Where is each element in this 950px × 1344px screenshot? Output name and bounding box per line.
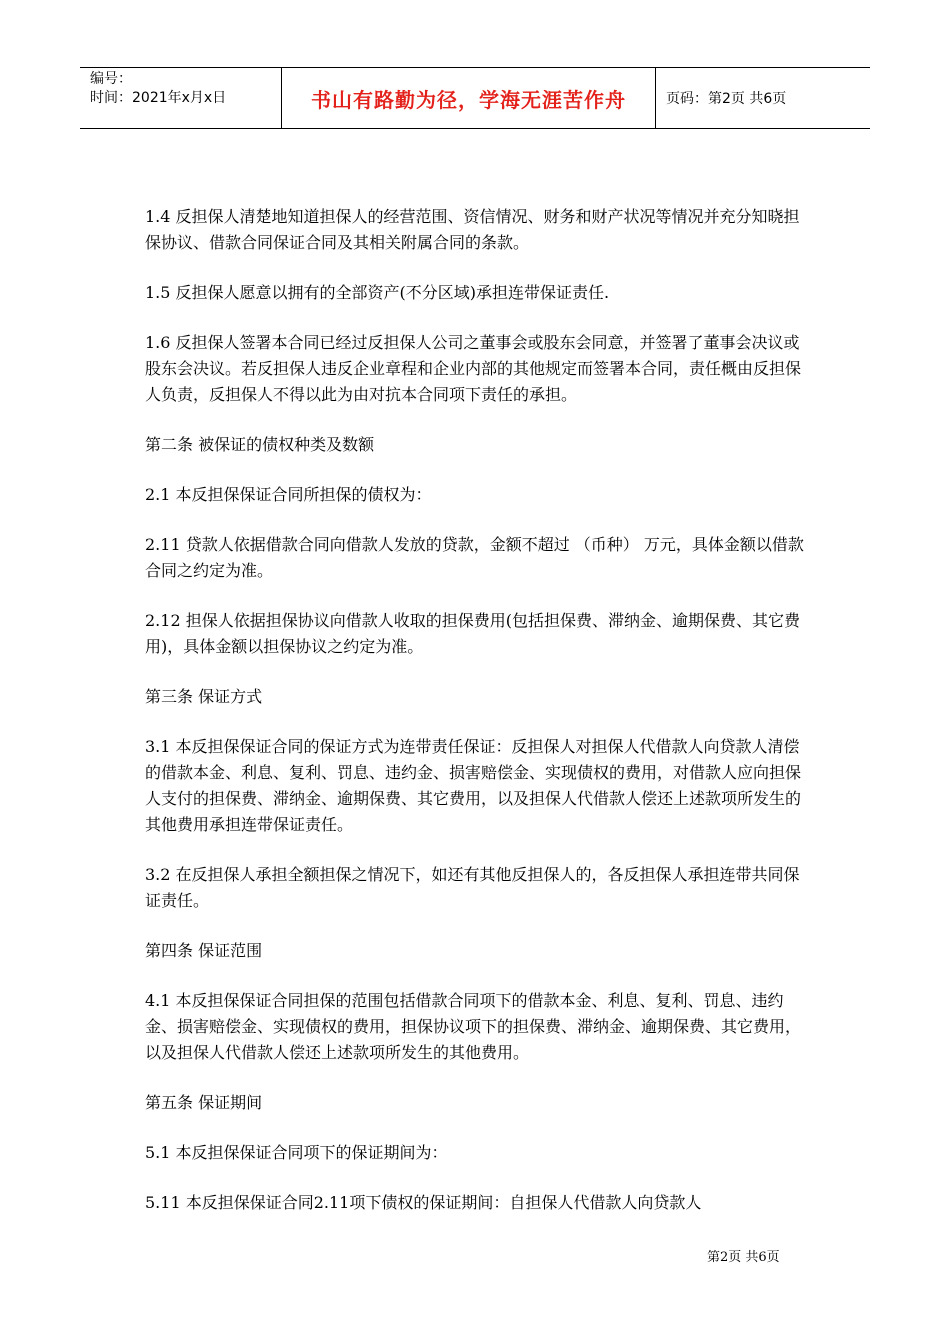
page-footer: 第2页 共6页	[707, 1250, 780, 1265]
document-number-label: 编号：	[90, 71, 132, 87]
article-3-heading: 第三条 保证方式	[145, 687, 263, 706]
clause-5-1: 5.1 本反担保保证合同项下的保证期间为：	[145, 1143, 448, 1162]
clause-1-5: 1.5 反担保人愿意以拥有的全部资产(不分区域)承担连带保证责任.	[145, 283, 610, 302]
article-4-heading: 第四条 保证范围	[145, 941, 263, 960]
clause-1-4: 1.4 反担保人清楚地知道担保人的经营范围、资信情况、财务和财产状况等情况并充分知晓担保协议、借款合同保证合同及其相关附属合同的条款。	[145, 207, 800, 252]
document-time: 时间：2021年x月x日	[90, 90, 227, 106]
clause-4-1: 4.1 本反担保保证合同担保的范围包括借款合同项下的借款本金、利息、复利、罚息、违约金、损害赔偿金、实现债权的费用，担保协议项下的担保费、滞纳金、逾期保费、其它费用，以及担保人代借款人偿还上述款项所发生的其他费用。	[145, 991, 802, 1062]
clause-1-6: 1.6 反担保人签署本合同已经过反担保人公司之董事会或股东会同意，并签署了董事会决议或股东会决议。若反担保人违反企业章程和企业内部的其他规定而签署本合同，责任概由反担保人负责，反担保人不得以此为由对抗本合同项下责任的承担。	[145, 333, 802, 404]
clause-3-1: 3.1 本反担保保证合同的保证方式为连带责任保证：反担保人对担保人代借款人向贷款人清偿的借款本金、利息、复利、罚息、违约金、损害赔偿金、实现债权的费用，对借款人应向担保人支付的担保费、滞纳金、逾期保费、其它费用，以及担保人代借款人偿还上述款项所发生的其他费用承担连带保证责任。	[145, 737, 802, 834]
article-5-heading: 第五条 保证期间	[145, 1093, 263, 1112]
document-body	[145, 204, 811, 1240]
header-motto: 书山有路勤为径，学海无涯苦作舟	[282, 68, 656, 128]
page-header	[80, 67, 870, 129]
clause-5-11: 5.11 本反担保保证合同2.11项下债权的保证期间：自担保人代借款人向贷款人	[145, 1193, 702, 1212]
article-2-heading: 第二条 被保证的债权种类及数额	[145, 435, 375, 454]
clause-3-2: 3.2 在反担保人承担全额担保之情况下，如还有其他反担保人的，各反担保人承担连带共同保证责任。	[145, 865, 800, 910]
clause-2-1: 2.1 本反担保保证合同所担保的债权为：	[145, 485, 432, 504]
header-page-code: 页码：第2页 共6页	[666, 91, 787, 107]
clause-2-12: 2.12 担保人依据担保协议向借款人收取的担保费用(包括担保费、滞纳金、逾期保费、其它费用)，具体金额以担保协议之约定为准。	[145, 611, 800, 656]
header-meta	[80, 68, 282, 128]
clause-2-11: 2.11 贷款人依据借款合同向借款人发放的贷款，金额不超过 （币种） 万元，具体金额以借款合同之约定为准。	[145, 535, 804, 580]
